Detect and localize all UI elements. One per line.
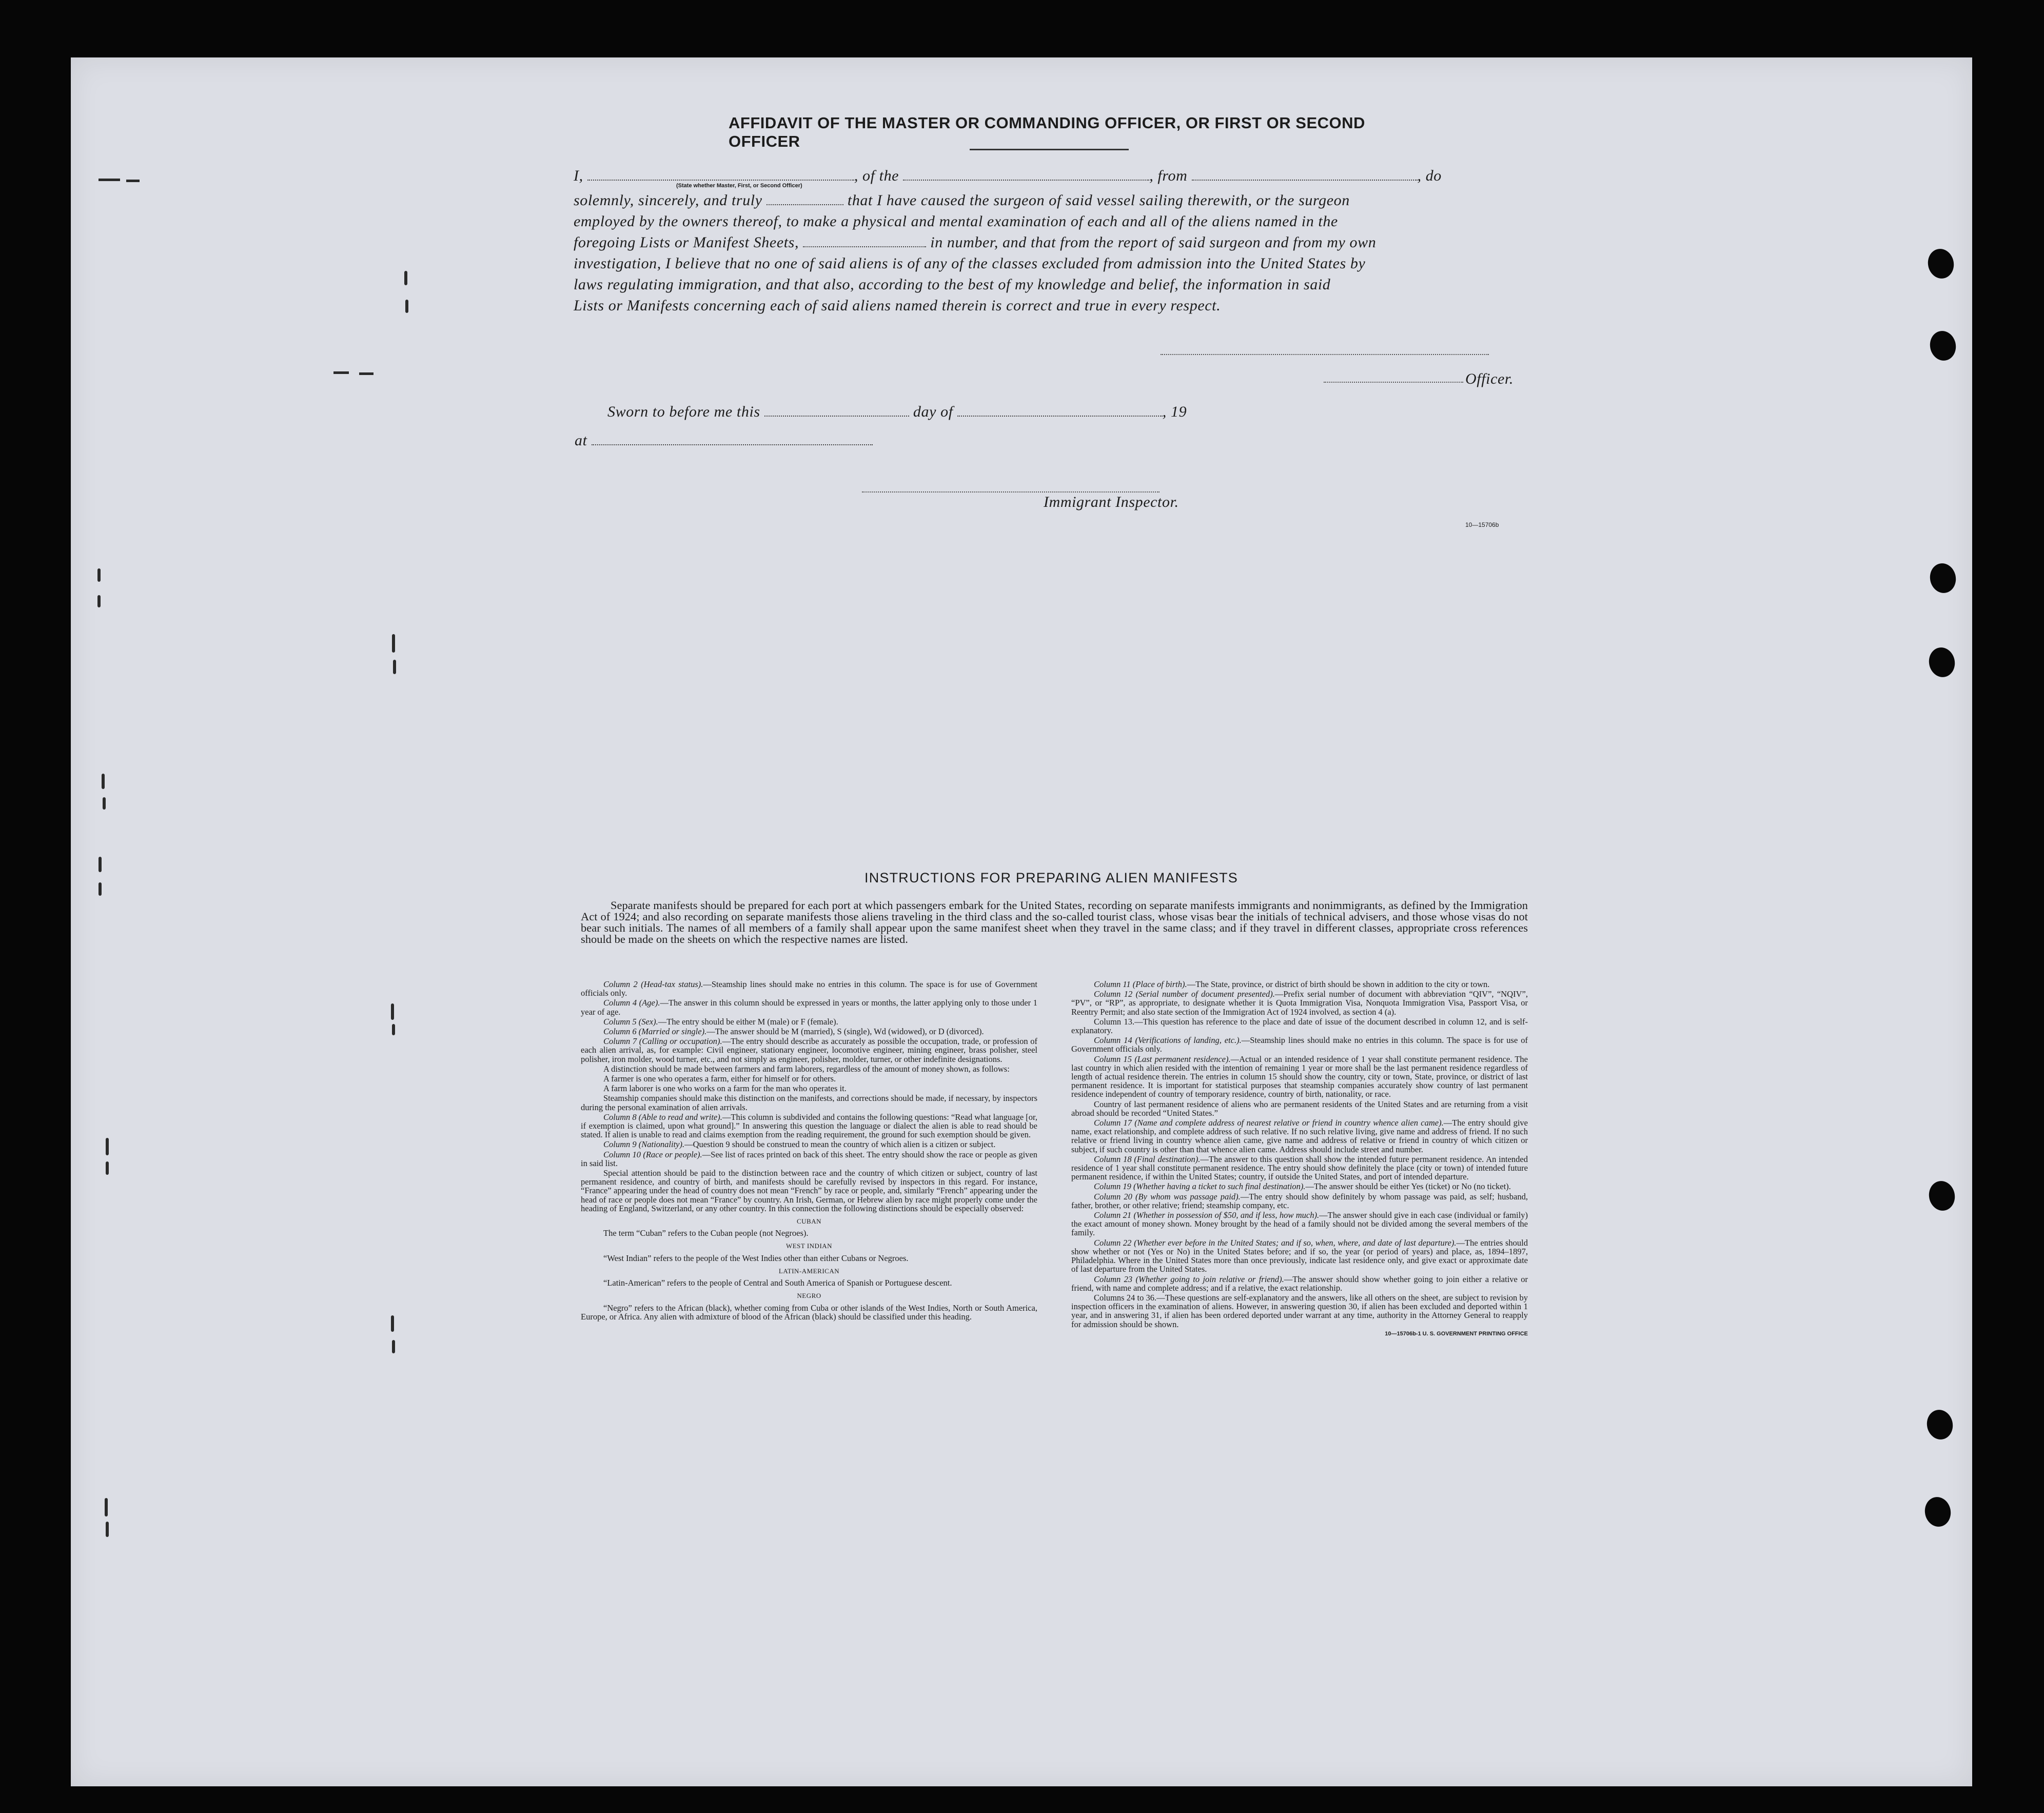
margin-mark: [103, 797, 106, 810]
port-from-blank[interactable]: [1192, 168, 1418, 181]
officer-name-line[interactable]: [1324, 382, 1463, 383]
sheet-count-blank[interactable]: [803, 235, 926, 247]
instruction-paragraph: [581, 1113, 1037, 1139]
instruction-text: —The answer should be either Yes (ticket) or No (no ticket).: [1305, 1181, 1511, 1192]
instruction-paragraph: [581, 1140, 1037, 1149]
margin-dash: [333, 371, 349, 374]
instruction-paragraph: [581, 980, 1037, 997]
instruction-text: —The entry should show definitely by whom passage was paid, as self; husband, father, brother, or other relative; friend; steamship company, etc.: [1071, 1191, 1528, 1210]
instruction-paragraph: Country of last permanent residence of aliens who are permanent residents of the United States and are returning from a visit abroad should be recorded “United States.”: [1071, 1099, 1528, 1118]
affidavit-title: AFFIDAVIT OF THE MASTER OR COMMANDING OFFICER, OR FIRST OR SECOND OFFICER: [729, 114, 1365, 150]
margin-mark: [99, 857, 102, 872]
officer-rank-blank[interactable]: [587, 168, 854, 181]
instruction-paragraph: “Negro” refers to the African (black), whether coming from Cuba or other islands of the West Indies, North or South America, Europe, or Africa. Any alien with admixture of blood of the African (black) should be classified under this heading.: [581, 1303, 1037, 1322]
affidavit-line-3: employed by the owners thereof, to make a physical and mental examination of each and all of the aliens named in the: [574, 213, 1338, 230]
instruction-text: —The entry should give name, exact relationship, and complete address of such relative. If no such relative living, give name and address of friend. If no such relative or friend living in country whence alien came, give name and address of relative or friend in country of which citizen or subject, if such country is other than that whence alien came. Address should include street and number.: [1071, 1118, 1528, 1154]
margin-mark: [405, 300, 408, 313]
instruction-paragraph: Steamship companies should make this distinction on the manifests, and corrections should be made, if necessary, by inspectors during the personal examination of alien arrivals.: [581, 1093, 1037, 1112]
at-text: [575, 432, 873, 449]
margin-dash: [359, 372, 374, 375]
officer-label: Officer.: [1465, 370, 1514, 387]
instruction-paragraph: [581, 1037, 1037, 1063]
column-heading: Column 8 (Able to read and write).: [603, 1112, 722, 1122]
margin-mark: [391, 1315, 394, 1332]
margin-mark: [392, 1024, 395, 1035]
column-heading: Column 18 (Final destination).: [1094, 1154, 1201, 1164]
instruction-paragraph: [1071, 1238, 1528, 1274]
section-heading-negro: NEGRO: [797, 1292, 821, 1300]
instruction-text: —The State, province, or district of birth should be shown in addition to the city or town.: [1187, 979, 1490, 989]
instruction-text: —Prefix serial number of document with abbreviation “QIV”, “NQIV”, “PV”, or “RP”, as appropriate, to designate whether it is Quota Immigration Visa, Nonquota Immigration Visa, Passport Visa, or Reentry Permit; and also state section of the Immigration Act of 1924 involved, as section 4 (a).: [1071, 989, 1528, 1017]
instruction-paragraph: [1071, 980, 1528, 989]
section-heading-west-indian: WEST INDIAN: [785, 1242, 833, 1250]
margin-mark: [106, 1522, 109, 1537]
margin-dash: [99, 179, 120, 181]
instructions-intro: Separate manifests should be prepared for each port at which passengers embark for the United States, recording on separate manifests immigrants and nonimmigrants, as defined by the Immigration Act of 1924; and also recording on separate manifests those aliens traveling in the third class and the so-called tourist class, whose visas bear the initials of technical advisers, and those whose visas do not bear such initials. The names of all members of a family shall appear upon the same manifest sheet when they travel in the same class; and if they travel in different classes, appropriate cross references should be made on the sheets on which the respective names are listed.: [581, 899, 1528, 945]
affidavit-from: , from: [1149, 167, 1188, 184]
column-heading: Column 2 (Head-tax status).: [603, 979, 703, 989]
at-label: at: [575, 432, 587, 449]
instruction-text: —Steamship lines should make no entries in this column. The space is for use of Government officials only.: [1071, 1035, 1528, 1054]
instruction-paragraph: Special attention should be paid to the distinction between race and the country of which citizen or subject, country of last permanent residence, and country of birth, and manifests should be carefully revised by inspectors in this regard. For instance, “France” appearing under the head of country does not mean “French” by race or people, and, similarly “French” appearing under the head of race or people does not mean “France” by country. An Irish, German, or Hebrew alien by race might properly come under the heading of England, Switzerland, or any other country. In this connection the following distinctions should be especially observed:: [581, 1168, 1037, 1213]
title-rule: [970, 149, 1129, 150]
footer-code: 10—15706b-1 U. S. GOVERNMENT PRINTING OFFICE: [1385, 1330, 1528, 1337]
affidavit-do: , do: [1417, 167, 1442, 184]
affidavit-i: I,: [574, 167, 583, 184]
instruction-paragraph: [581, 998, 1037, 1016]
instruction-paragraph: Column 13.—This question has reference to the place and date of issue of the document described in column 12, and is self-explanatory.: [1071, 1016, 1528, 1036]
margin-mark: [105, 1498, 108, 1516]
affidavit-line-6: laws regulating immigration, and that also, according to the best of my knowledge and belief, the information in said: [574, 276, 1331, 293]
year-label: , 19: [1162, 403, 1187, 420]
instruction-text: —The answer in this column should be expressed in years or months, the latter applying only to those under 1 year of age.: [581, 998, 1037, 1017]
margin-mark: [97, 595, 101, 607]
instruction-paragraph: A farm laborer is one who works on a farm for the man who operates it.: [603, 1083, 847, 1094]
instruction-paragraph: [1071, 1192, 1528, 1210]
instruction-paragraph: The term “Cuban” refers to the Cuban people (not Negroes).: [603, 1228, 809, 1238]
instruction-text: —The entry should be either M (male) or F (female).: [658, 1016, 838, 1027]
affidavit-line-7: Lists or Manifests concerning each of said aliens named therein is correct and true in every respect.: [574, 297, 1221, 314]
column-heading: Column 15 (Last permanent residence).: [1094, 1054, 1231, 1064]
instruction-paragraph: [1071, 1182, 1528, 1191]
officer-rank-note: (State whether Master, First, or Second Officer): [676, 183, 802, 189]
instruction-paragraph: [581, 1150, 1037, 1168]
instruction-text: —See list of races printed on back of this sheet. The entry should show the race or people as given in said list.: [581, 1149, 1037, 1168]
margin-mark: [392, 1340, 395, 1353]
instruction-paragraph: “Latin-American” refers to the people of Central and South America of Spanish or Portuguese descent.: [603, 1278, 952, 1288]
column-heading: Column 10 (Race or people).: [603, 1149, 702, 1159]
column-heading: Column 5 (Sex).: [603, 1016, 658, 1027]
column-heading: Column 17 (Name and complete address of nearest relative or friend in country whence alien came).: [1094, 1118, 1444, 1128]
instruction-paragraph: A farmer is one who operates a farm, either for himself or for others.: [603, 1074, 836, 1084]
margin-mark: [393, 660, 396, 674]
instruction-text: —The answer to this question shall show the intended future permanent residence. An intended residence of 1 year shall constitute permanent residence. The entry should show definitely the place (city or town) of intended future permanent residence, if within the United States; country, if outside the United States, and port of intended departure.: [1071, 1154, 1528, 1182]
instruction-text: —Steamship lines should make no entries in this column. The space is for use of Government officials only.: [581, 979, 1037, 998]
affidavit-foregoing: foregoing Lists or Manifest Sheets,: [574, 234, 799, 251]
affidavit-line-4: [574, 234, 1523, 251]
day-of-label: day of: [913, 403, 953, 420]
section-heading-cuban: CUBAN: [796, 1217, 821, 1226]
instruction-paragraph: [581, 1027, 1037, 1036]
instructions-title: INSTRUCTIONS FOR PREPARING ALIEN MANIFESTS: [864, 870, 1238, 885]
affidavit-line-1: [574, 167, 1523, 185]
column-heading: Column 21 (Whether in possession of $50, and if less, how much).: [1094, 1210, 1320, 1220]
sworn-label: Sworn to before me this: [607, 403, 760, 420]
form-number: 10—15706b: [1465, 521, 1499, 528]
instruction-paragraph: [1071, 1275, 1528, 1292]
instruction-text: —Question 9 should be construed to mean the country of which alien is a citizen or subject.: [684, 1139, 996, 1150]
column-heading: Column 19 (Whether having a ticket to such final destination).: [1094, 1181, 1306, 1192]
sworn-day-blank[interactable]: [764, 404, 909, 417]
affidavit-line-2: [574, 192, 1523, 209]
column-heading: Column 6 (Married or single).: [603, 1027, 707, 1037]
instruction-paragraph: [1071, 990, 1528, 1016]
margin-mark: [102, 774, 105, 789]
instruction-paragraph: [1071, 1055, 1528, 1099]
margin-mark: [97, 568, 101, 582]
column-heading: Column 20 (By whom was passage paid).: [1094, 1191, 1241, 1201]
instruction-text: —The answer should give in each case (individual or family) the exact amount of money shown. Money brought by the head of a family should not be divided among the several members of the family.: [1071, 1210, 1528, 1238]
margin-mark: [99, 882, 102, 896]
instructions-left-column: [581, 980, 1037, 1322]
column-heading: Column 12 (Serial number of document presented).: [1094, 989, 1275, 999]
instruction-text: —The answer should be M (married), S (single), Wd (widowed), or D (divorced).: [706, 1027, 984, 1037]
margin-mark: [404, 271, 407, 285]
sworn-month-blank[interactable]: [957, 404, 1163, 417]
instruction-text: —The entries should show whether or not (Yes or No) in the United States before; and if so, the year (or period of years) and place, as, 1894–1897, Philadelphia. Where in the United States more than once previously, indicate last residence only, and give exact or approximate date of last departure from the United States.: [1071, 1237, 1528, 1274]
oath-blank[interactable]: [767, 193, 843, 205]
affidavit-solemnly: solemnly, sincerely, and truly: [574, 192, 762, 209]
instruction-paragraph: [1071, 1118, 1528, 1154]
section-heading-latin-american: LATIN-AMERICAN: [778, 1267, 840, 1275]
column-heading: Column 14 (Verifications of landing, etc.).: [1094, 1035, 1242, 1046]
sworn-text: [607, 403, 1187, 421]
instructions-right-column: [1071, 980, 1528, 1339]
instruction-paragraph: Columns 24 to 36.—These questions are self-explanatory and the answers, like all others on the sheet, are subject to revision by inspection officers in the examination of aliens. However, in answering question 30, if alien has been excluded and deported within 1 year, and in answering 31, if alien has been ordered deported under warrant at any time, authority in the Attorney General to reapply for admission should be shown.: [1071, 1292, 1528, 1329]
instruction-paragraph: [1071, 1211, 1528, 1237]
margin-mark: [391, 1003, 394, 1020]
margin-mark: [392, 634, 395, 653]
at-place-blank[interactable]: [592, 433, 873, 445]
margin-dash: [126, 180, 140, 182]
instruction-paragraph: A distinction should be made between farmers and farm laborers, regardless of the amount of money shown, as follows:: [603, 1063, 1010, 1074]
affidavit-of-the: , of the: [854, 167, 899, 184]
affidavit-line-5: investigation, I believe that no one of said aliens is of any of the classes excluded from admission into the United States by: [574, 255, 1366, 272]
instruction-text: —This column is subdivided and contains the following questions: “Read what language [or, if exemption is claimed, upon what ground].” In answering this question the language or dialect the alien is able to read should be stated. If alien is unable to read and claims exemption from the reading requirement, the ground for such exemption should be given.: [581, 1112, 1037, 1140]
affidavit-surgeon-text: that I have caused the surgeon of said vessel sailing therewith, or the surgeon: [847, 192, 1350, 209]
instruction-text: —The entry should describe as accurately as possible the occupation, trade, or profession of each alien arrival, as, for example: Civil engineer, stationary engineer, locomotive engineer, mining engineer, brass polisher, steel polisher, iron molder, wood turner, etc., and not simply as engineer, polisher, molder, turner, or other indefinite designations.: [581, 1036, 1037, 1064]
margin-mark: [106, 1161, 109, 1175]
column-heading: Column 11 (Place of birth).: [1094, 979, 1187, 989]
affidavit-in-number: in number, and that from the report of said surgeon and from my own: [930, 234, 1377, 251]
margin-mark: [106, 1138, 109, 1155]
column-heading: Column 7 (Calling or occupation).: [603, 1036, 722, 1047]
instruction-paragraph: “West Indian” refers to the people of the West Indies other than either Cubans or Negroes.: [603, 1253, 909, 1263]
inspector-signature-line[interactable]: [862, 491, 1159, 492]
vessel-name-blank[interactable]: [903, 168, 1149, 181]
column-heading: Column 23 (Whether going to join relative or friend).: [1094, 1274, 1284, 1284]
signature-line[interactable]: [1161, 354, 1489, 355]
instruction-paragraph: [581, 1017, 1037, 1026]
instruction-text: —The answer should show whether going to join either a relative or friend, with name and complete address; and if a relative, the exact relationship.: [1071, 1274, 1528, 1293]
instruction-paragraph: [1071, 1036, 1528, 1053]
column-heading: Column 4 (Age).: [603, 998, 660, 1008]
instruction-paragraph: [1071, 1155, 1528, 1181]
instruction-text: —Actual or an intended residence of 1 year shall constitute permanent residence. The last country in which alien resided with the intention of remaining 1 year or more shall be the last permanent residence regardless of length of actual residence therein. The entries in column 15 should show the country, city or town, State, province, or district of last permanent residence. It is important for statistical purposes that steamship companies accurately show country of last permanent residence independent of country of temporary residence, country of birth, nationality, or race.: [1071, 1054, 1528, 1099]
column-heading: Column 9 (Nationality).: [603, 1139, 685, 1150]
column-heading: Column 22 (Whether ever before in the United States; and if so, when, where, and date of last departure).: [1094, 1237, 1457, 1248]
inspector-label: Immigrant Inspector.: [1044, 494, 1179, 510]
